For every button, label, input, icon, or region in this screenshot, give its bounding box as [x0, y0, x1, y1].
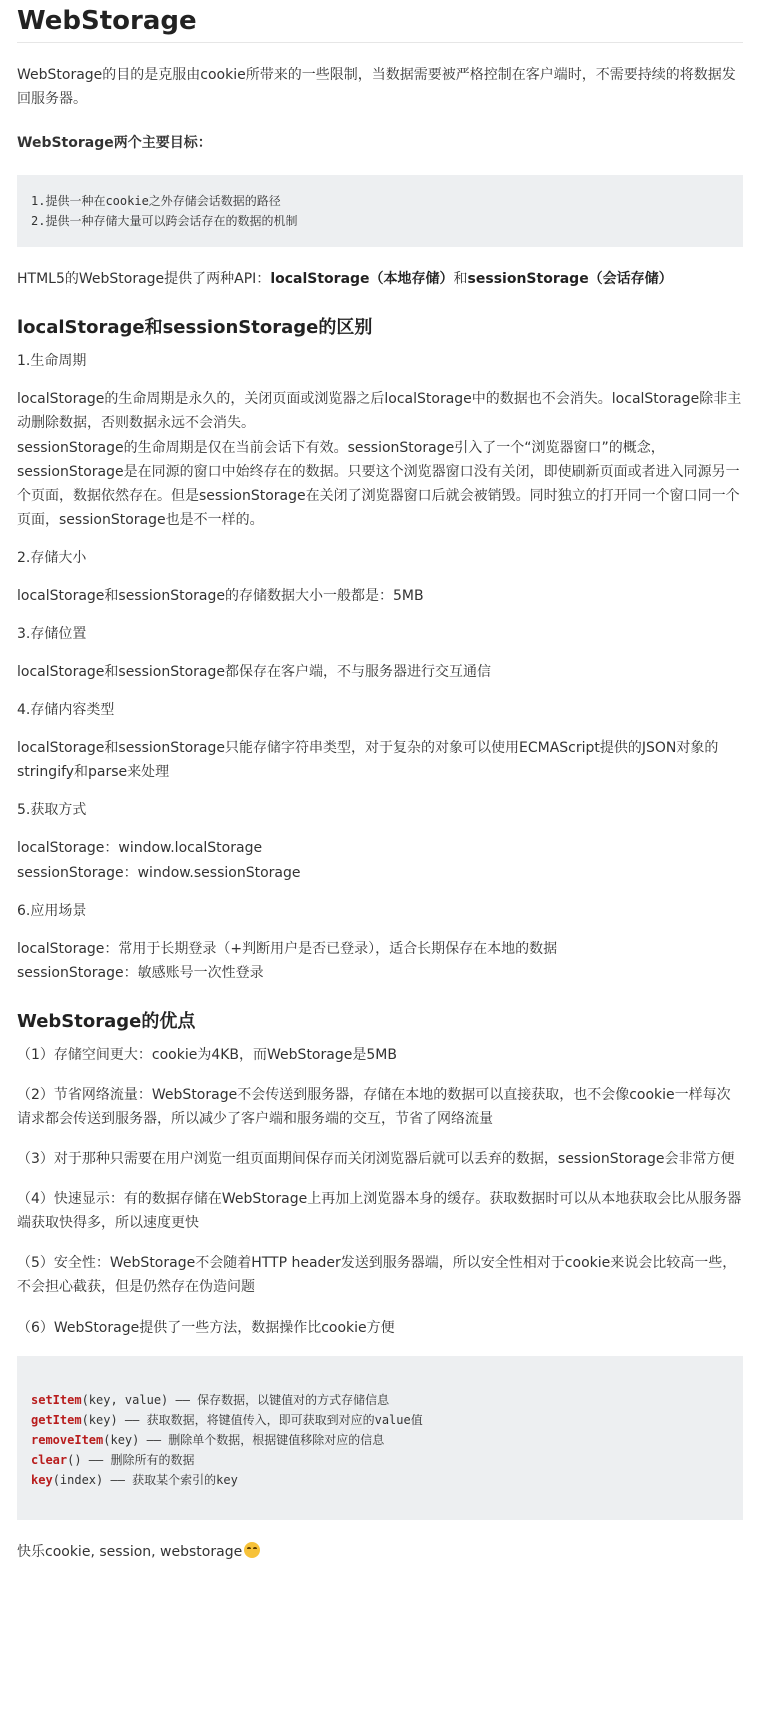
code-line	[31, 1430, 729, 1450]
page-title: WebStorage	[17, 0, 743, 43]
grinning-face-icon	[244, 1542, 260, 1558]
code-line: 2.提供一种存储大量可以跨会话存在的数据的机制	[31, 214, 298, 229]
api-local: localStorage（本地存储）	[270, 271, 454, 288]
api-and: 和	[453, 271, 468, 288]
footer-text: 快乐cookie, session, webstorage	[17, 1543, 243, 1560]
code-rest: () —— 删除所有的数据	[67, 1452, 195, 1467]
advantage-item: （3）对于那种只需要在用户浏览一组页面期间保存而关闭浏览器后就可以丢弃的数据，sessionStorage会非常方便	[17, 1151, 735, 1168]
diff-line: sessionStorage的生命周期是仅在当前会话下有效。sessionStorage引入了一个“浏览器窗口”的概念，sessionStorage是在同源的窗口中始终存在的数据。只要这个浏览器窗口没有关闭，即使刷新页面或者进入同源另一个页面，数据依然存在。但是sessionStorage在关闭了浏览器窗口后就会被销毁。同时独立的打开同一个窗口同一个页面，sessionStorage也是不一样的。	[17, 439, 740, 528]
api-session: sessionStorage（会话存储）	[467, 271, 673, 288]
code-rest: (key) —— 删除单个数据，根据键值移除对应的信息	[103, 1432, 385, 1447]
diff-heading: localStorage和sessionStorage的区别	[17, 317, 373, 339]
diff-section-title: 2.存储大小	[17, 549, 87, 566]
advantage-item: （5）安全性：WebStorage不会随着HTTP header发送到服务器端，所以安全性相对于cookie来说会比较高一些，不会担心截获，但是仍然存在伪造问题	[17, 1255, 737, 1296]
diff-section-title: 1.生命周期	[17, 353, 87, 370]
diff-section-text: localStorage和sessionStorage只能存储字符串类型，对于复杂的对象可以使用ECMAScript提供的JSON对象的stringify和parse来处理	[17, 740, 719, 781]
code-fn: clear	[31, 1452, 68, 1467]
diff-section-text	[17, 387, 743, 531]
diff-section-text: localStorage和sessionStorage的存储数据大小一般都是：5MB	[17, 587, 424, 604]
intro-paragraph: WebStorage的目的是克服由cookie所带来的一些限制，当数据需要被严格控制在客户端时，不需要持续的将数据发回服务器。	[17, 67, 736, 108]
code-fn: getItem	[31, 1412, 82, 1427]
code-fn: setItem	[31, 1392, 82, 1407]
diff-line: localStorage：window.localStorage	[17, 840, 263, 857]
diff-line: sessionStorage：敏感账号一次性登录	[17, 964, 264, 981]
advantage-item: （6）WebStorage提供了一些方法，数据操作比cookie方便	[17, 1319, 395, 1336]
code-rest: (index) —— 获取某个索引的key	[52, 1472, 238, 1487]
advantages-heading: WebStorage的优点	[17, 1010, 196, 1032]
advantages-list	[17, 1043, 743, 1340]
footer-line	[17, 1540, 743, 1564]
diff-section-title: 5.获取方式	[17, 802, 87, 819]
diff-section-title: 3.存储位置	[17, 626, 87, 643]
code-rest: (key, value) —— 保存数据，以键值对的方式存储信息	[81, 1392, 390, 1407]
advantage-item: （2）节省网络流量：WebStorage不会传送到服务器，存储在本地的数据可以直接获取，也不会像cookie一样每次请求都会传送到服务器，所以减少了客户端和服务端的交互，节省了网络流量	[17, 1086, 731, 1128]
diff-section-title: 6.应用场景	[17, 902, 87, 919]
goals-code-block	[17, 175, 743, 247]
diff-section-text	[17, 836, 743, 884]
code-line	[31, 1410, 729, 1430]
code-line	[31, 1470, 729, 1490]
advantage-item: （4）快速显示：有的数据存储在WebStorage上再加上浏览器本身的缓存。获取数据时可以从本地获取会比从服务器端获取快得多，所以速度更快	[17, 1191, 742, 1232]
api-line	[17, 267, 743, 291]
diff-section-title: 4.存储内容类型	[17, 702, 115, 719]
diff-section-text: localStorage和sessionStorage都保存在客户端，不与服务器进行交互通信	[17, 664, 491, 681]
methods-code-block	[17, 1356, 743, 1520]
code-rest: (key) —— 获取数据，将键值传入，即可获取到对应的value值	[81, 1412, 423, 1427]
diff-line: sessionStorage：window.sessionStorage	[17, 864, 301, 881]
api-line-prefix: HTML5的WebStorage提供了两种API：	[17, 271, 271, 288]
code-line: 1.提供一种在cookie之外存储会话数据的路径	[31, 194, 281, 209]
code-fn: removeItem	[31, 1432, 104, 1447]
diff-line: localStorage的生命周期是永久的，关闭页面或浏览器之后localStorage中的数据也不会消失。localStorage除非主动删除数据，否则数据永远不会消失。	[17, 391, 742, 432]
advantage-item: （1）存储空间更大：cookie为4KB，而WebStorage是5MB	[17, 1046, 397, 1063]
diff-section-text	[17, 937, 743, 985]
code-fn: key	[31, 1472, 53, 1487]
diff-sections	[17, 349, 743, 985]
goals-heading: WebStorage两个主要目标：	[17, 135, 212, 152]
code-line	[31, 1390, 729, 1410]
code-line	[31, 1450, 729, 1470]
diff-line: localStorage：常用于长期登录（+判断用户是否已登录），适合长期保存在本地的数据	[17, 940, 558, 957]
